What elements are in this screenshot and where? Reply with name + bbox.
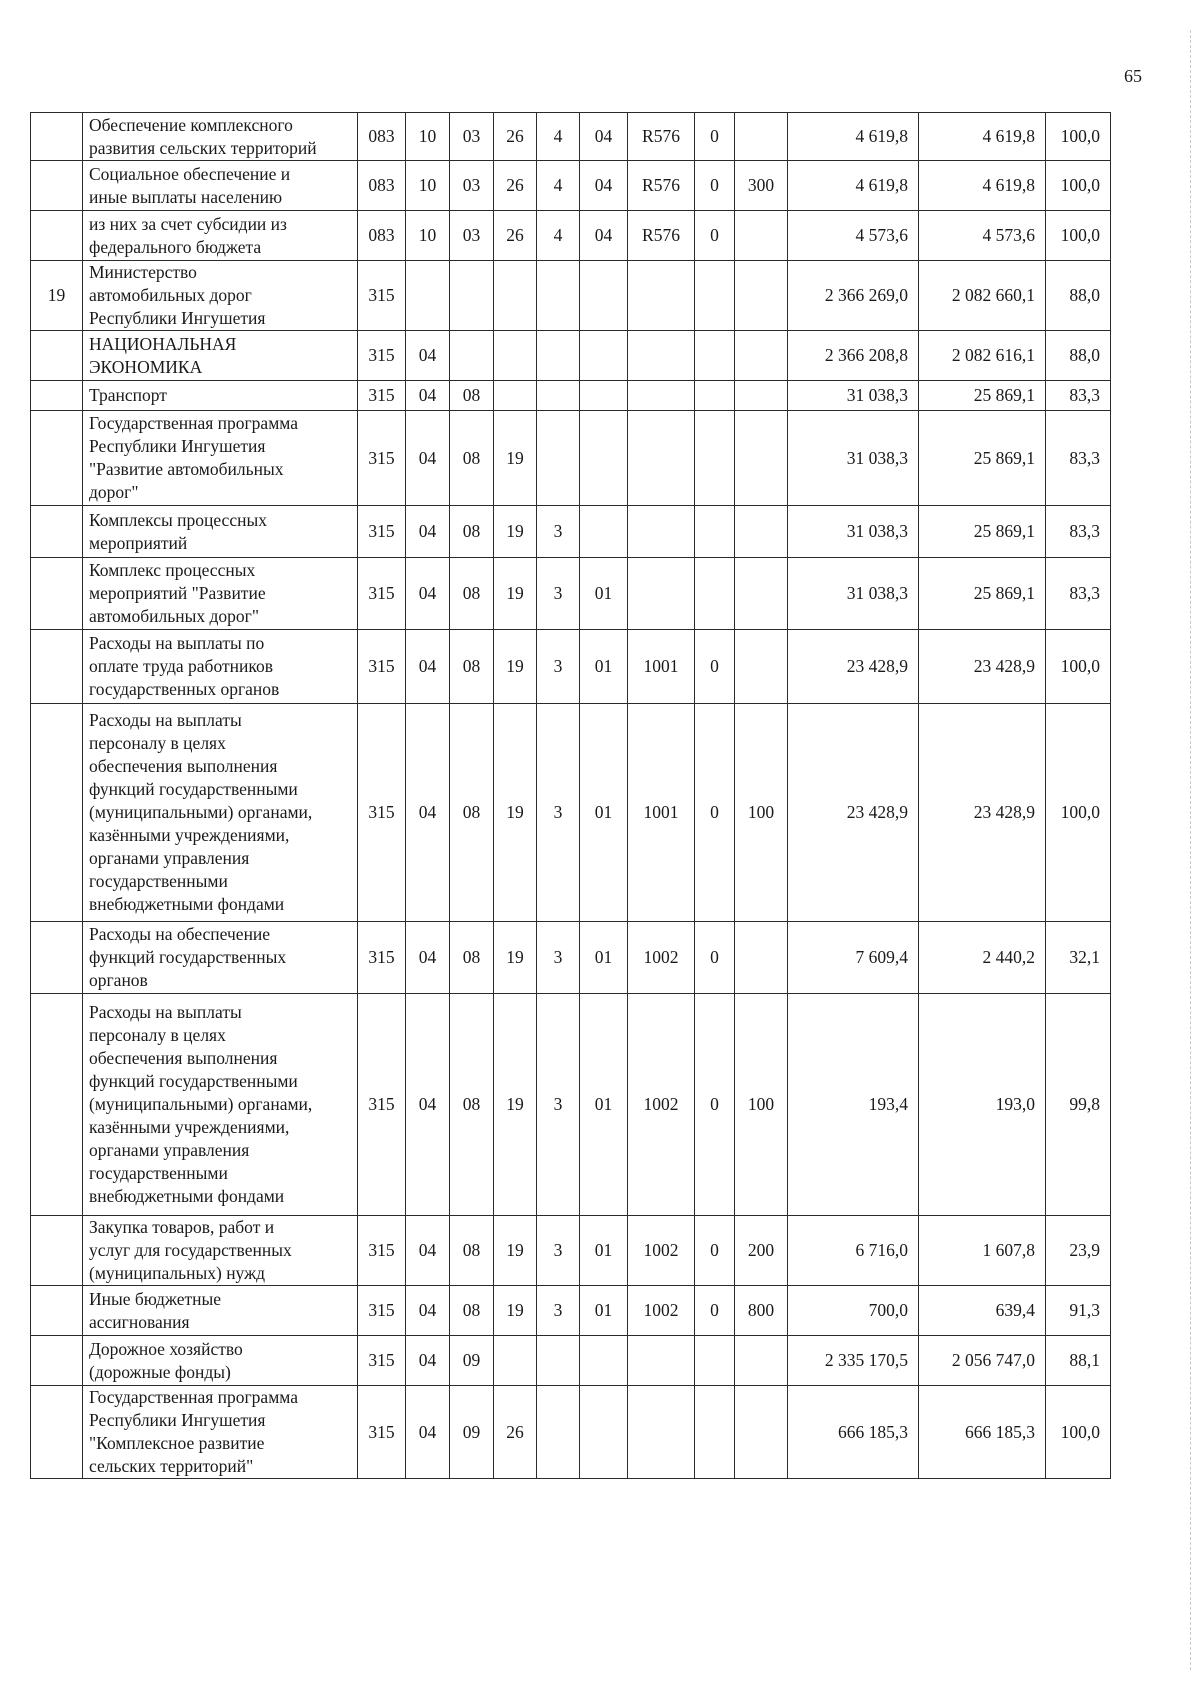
program-code: 19 [494,1216,537,1286]
program-code: 19 [494,506,537,558]
executed-amount: 2 082 660,1 [919,261,1046,331]
expense-type-code [735,558,788,630]
direction-code: R576 [628,211,695,261]
planned-amount: 193,4 [788,994,919,1216]
row-name: Государственная программа Республики Ингушетия "Комплексное развитие сельских территорий" [83,1386,358,1479]
expense-type-code [735,331,788,381]
row-name: Обеспечение комплексного развития сельских территорий [83,113,358,161]
execution-percent: 100,0 [1046,630,1111,704]
direction-subcode: 0 [695,704,735,922]
subprogram-code [537,1386,580,1479]
row-name: Государственная программа Республики Ингушетия "Развитие автомобильных дорог" [83,411,358,506]
event-code [580,331,628,381]
executed-amount: 23 428,9 [919,630,1046,704]
direction-subcode: 0 [695,113,735,161]
row-number [31,1286,83,1336]
table-row [31,922,1111,994]
row-name: Дорожное хозяйство (дорожные фонды) [83,1336,358,1386]
section-code: 04 [406,331,450,381]
section-code: 04 [406,506,450,558]
table-row [31,261,1111,331]
table-row [31,411,1111,506]
expense-type-code [735,411,788,506]
planned-amount: 23 428,9 [788,630,919,704]
planned-amount: 31 038,3 [788,381,919,411]
direction-code [628,381,695,411]
program-code: 19 [494,558,537,630]
row-number [31,211,83,261]
event-code: 01 [580,994,628,1216]
program-code: 19 [494,922,537,994]
event-code: 01 [580,922,628,994]
expense-type-code [735,1386,788,1479]
execution-percent: 100,0 [1046,1386,1111,1479]
subsection-code: 03 [450,211,494,261]
event-code [580,506,628,558]
section-code: 04 [406,1386,450,1479]
subprogram-code: 4 [537,161,580,211]
executed-amount: 193,0 [919,994,1046,1216]
subprogram-code [537,411,580,506]
table-row [31,381,1111,411]
subsection-code: 09 [450,1336,494,1386]
grbs-code: 315 [358,1216,406,1286]
subprogram-code: 3 [537,558,580,630]
planned-amount: 700,0 [788,1286,919,1336]
row-number [31,994,83,1216]
execution-percent: 83,3 [1046,411,1111,506]
subsection-code [450,331,494,381]
program-code: 19 [494,411,537,506]
row-number [31,922,83,994]
expense-type-code: 800 [735,1286,788,1336]
expense-type-code [735,261,788,331]
expense-type-code [735,211,788,261]
direction-code [628,506,695,558]
direction-subcode: 0 [695,630,735,704]
direction-subcode [695,1336,735,1386]
direction-subcode: 0 [695,1216,735,1286]
planned-amount: 4 573,6 [788,211,919,261]
subprogram-code: 3 [537,994,580,1216]
row-number [31,1216,83,1286]
scan-edge-line [1190,30,1191,1670]
direction-code: 1002 [628,1286,695,1336]
program-code: 19 [494,1286,537,1336]
expense-type-code [735,1336,788,1386]
program-code: 26 [494,1386,537,1479]
direction-subcode: 0 [695,994,735,1216]
execution-percent: 100,0 [1046,113,1111,161]
expense-type-code [735,381,788,411]
row-name: Расходы на выплаты персоналу в целях обеспечения выполнения функций государственными (муниципальными) органами, казёнными учреждениями, органами управления государственными внебюджетными фондами [83,994,358,1216]
grbs-code: 083 [358,211,406,261]
row-number [31,161,83,211]
table-row [31,630,1111,704]
row-name: Иные бюджетные ассигнования [83,1286,358,1336]
planned-amount: 666 185,3 [788,1386,919,1479]
direction-code [628,411,695,506]
direction-code: 1001 [628,630,695,704]
planned-amount: 4 619,8 [788,161,919,211]
direction-code: R576 [628,113,695,161]
grbs-code: 315 [358,1336,406,1386]
expense-type-code [735,113,788,161]
expense-type-code: 100 [735,994,788,1216]
grbs-code: 315 [358,261,406,331]
subprogram-code: 3 [537,1216,580,1286]
row-number [31,411,83,506]
program-code [494,381,537,411]
subsection-code: 08 [450,1216,494,1286]
event-code: 01 [580,1286,628,1336]
direction-subcode: 0 [695,161,735,211]
program-code: 26 [494,211,537,261]
planned-amount: 4 619,8 [788,113,919,161]
row-number [31,630,83,704]
execution-percent: 100,0 [1046,211,1111,261]
event-code [580,381,628,411]
direction-subcode [695,381,735,411]
event-code: 04 [580,113,628,161]
grbs-code: 315 [358,630,406,704]
subprogram-code [537,261,580,331]
row-name: Комплексы процессных мероприятий [83,506,358,558]
row-name: Министерство автомобильных дорог Республики Ингушетия [83,261,358,331]
direction-code: 1002 [628,922,695,994]
direction-code [628,1336,695,1386]
subsection-code: 03 [450,113,494,161]
event-code: 01 [580,630,628,704]
subsection-code: 08 [450,381,494,411]
section-code: 04 [406,558,450,630]
subsection-code [450,261,494,331]
row-number [31,331,83,381]
direction-code: R576 [628,161,695,211]
event-code: 01 [580,558,628,630]
subsection-code: 08 [450,994,494,1216]
planned-amount: 23 428,9 [788,704,919,922]
execution-percent: 32,1 [1046,922,1111,994]
execution-percent: 83,3 [1046,506,1111,558]
direction-code [628,331,695,381]
expense-type-code [735,506,788,558]
budget-execution-table [30,112,1111,1479]
subsection-code: 08 [450,922,494,994]
table-row [31,1386,1111,1479]
direction-code [628,1386,695,1479]
planned-amount: 7 609,4 [788,922,919,994]
executed-amount: 4 619,8 [919,161,1046,211]
section-code: 10 [406,211,450,261]
executed-amount: 25 869,1 [919,411,1046,506]
grbs-code: 315 [358,1286,406,1336]
event-code [580,411,628,506]
direction-code [628,261,695,331]
program-code: 26 [494,113,537,161]
executed-amount: 23 428,9 [919,704,1046,922]
event-code [580,1386,628,1479]
expense-type-code [735,630,788,704]
execution-percent: 100,0 [1046,704,1111,922]
table-row [31,211,1111,261]
section-code: 04 [406,1336,450,1386]
subprogram-code: 3 [537,630,580,704]
subsection-code: 09 [450,1386,494,1479]
row-number [31,113,83,161]
executed-amount: 639,4 [919,1286,1046,1336]
grbs-code: 315 [358,922,406,994]
execution-percent: 91,3 [1046,1286,1111,1336]
executed-amount: 25 869,1 [919,381,1046,411]
row-name: из них за счет субсидии из федерального бюджета [83,211,358,261]
program-code: 26 [494,161,537,211]
section-code: 04 [406,381,450,411]
executed-amount: 1 607,8 [919,1216,1046,1286]
grbs-code: 315 [358,994,406,1216]
event-code: 04 [580,161,628,211]
grbs-code: 315 [358,331,406,381]
planned-amount: 2 366 269,0 [788,261,919,331]
row-number: 19 [31,261,83,331]
planned-amount: 2 335 170,5 [788,1336,919,1386]
grbs-code: 315 [358,411,406,506]
table-row [31,1336,1111,1386]
subsection-code: 08 [450,558,494,630]
subprogram-code [537,381,580,411]
executed-amount: 4 619,8 [919,113,1046,161]
row-name: Расходы на выплаты персоналу в целях обеспечения выполнения функций государственными (муниципальными) органами, казёнными учреждениями, органами управления государственными внебюджетными фондами [83,704,358,922]
grbs-code: 315 [358,381,406,411]
event-code: 01 [580,1216,628,1286]
section-code: 04 [406,994,450,1216]
subsection-code: 03 [450,161,494,211]
row-name: Социальное обеспечение и иные выплаты населению [83,161,358,211]
row-number [31,381,83,411]
direction-subcode: 0 [695,211,735,261]
section-code [406,261,450,331]
subprogram-code: 3 [537,922,580,994]
executed-amount: 666 185,3 [919,1386,1046,1479]
table-row [31,704,1111,922]
row-number [31,704,83,922]
row-name: НАЦИОНАЛЬНАЯ ЭКОНОМИКА [83,331,358,381]
event-code: 01 [580,704,628,922]
program-code: 19 [494,630,537,704]
subprogram-code: 3 [537,1286,580,1336]
grbs-code: 083 [358,161,406,211]
expense-type-code [735,922,788,994]
subsection-code: 08 [450,506,494,558]
direction-code: 1001 [628,704,695,922]
row-name: Расходы на обеспечение функций государственных органов [83,922,358,994]
subprogram-code: 4 [537,211,580,261]
program-code [494,261,537,331]
row-name: Комплекс процессных мероприятий "Развитие автомобильных дорог" [83,558,358,630]
executed-amount: 2 440,2 [919,922,1046,994]
direction-subcode [695,261,735,331]
expense-type-code: 200 [735,1216,788,1286]
table-row [31,161,1111,211]
execution-percent: 83,3 [1046,381,1111,411]
subprogram-code: 3 [537,506,580,558]
subprogram-code: 4 [537,113,580,161]
program-code: 19 [494,704,537,922]
execution-percent: 88,1 [1046,1336,1111,1386]
planned-amount: 6 716,0 [788,1216,919,1286]
direction-subcode [695,558,735,630]
execution-percent: 83,3 [1046,558,1111,630]
direction-subcode [695,506,735,558]
executed-amount: 25 869,1 [919,506,1046,558]
execution-percent: 88,0 [1046,331,1111,381]
section-code: 04 [406,922,450,994]
subsection-code: 08 [450,1286,494,1336]
grbs-code: 315 [358,1386,406,1479]
event-code [580,261,628,331]
execution-percent: 100,0 [1046,161,1111,211]
subprogram-code: 3 [537,704,580,922]
section-code: 04 [406,1286,450,1336]
executed-amount: 4 573,6 [919,211,1046,261]
execution-percent: 23,9 [1046,1216,1111,1286]
planned-amount: 31 038,3 [788,506,919,558]
execution-percent: 99,8 [1046,994,1111,1216]
planned-amount: 2 366 208,8 [788,331,919,381]
execution-percent: 88,0 [1046,261,1111,331]
direction-subcode [695,1386,735,1479]
row-number [31,506,83,558]
expense-type-code: 100 [735,704,788,922]
direction-code: 1002 [628,994,695,1216]
page-number: 65 [1124,66,1142,86]
table-row [31,994,1111,1216]
table-row [31,1216,1111,1286]
section-code: 04 [406,704,450,922]
table-row [31,113,1111,161]
subsection-code: 08 [450,411,494,506]
section-code: 04 [406,630,450,704]
section-code: 04 [406,411,450,506]
section-code: 04 [406,1216,450,1286]
program-code [494,1336,537,1386]
row-number [31,1336,83,1386]
executed-amount: 25 869,1 [919,558,1046,630]
direction-subcode: 0 [695,922,735,994]
row-name: Закупка товаров, работ и услуг для государственных (муниципальных) нужд [83,1216,358,1286]
executed-amount: 2 056 747,0 [919,1336,1046,1386]
grbs-code: 083 [358,113,406,161]
planned-amount: 31 038,3 [788,558,919,630]
direction-code [628,558,695,630]
program-code [494,331,537,381]
subprogram-code [537,1336,580,1386]
direction-code: 1002 [628,1216,695,1286]
table-row [31,1286,1111,1336]
grbs-code: 315 [358,704,406,922]
grbs-code: 315 [358,558,406,630]
expense-type-code: 300 [735,161,788,211]
subprogram-code [537,331,580,381]
grbs-code: 315 [358,506,406,558]
executed-amount: 2 082 616,1 [919,331,1046,381]
section-code: 10 [406,113,450,161]
table-body [31,113,1111,1479]
direction-subcode [695,331,735,381]
planned-amount: 31 038,3 [788,411,919,506]
table-row [31,331,1111,381]
table-row [31,558,1111,630]
table-row [31,506,1111,558]
subsection-code: 08 [450,704,494,922]
row-name: Транспорт [83,381,358,411]
event-code: 04 [580,211,628,261]
direction-subcode [695,411,735,506]
row-number [31,558,83,630]
direction-subcode: 0 [695,1286,735,1336]
program-code: 19 [494,994,537,1216]
subsection-code: 08 [450,630,494,704]
row-name: Расходы на выплаты по оплате труда работников государственных органов [83,630,358,704]
event-code [580,1336,628,1386]
section-code: 10 [406,161,450,211]
row-number [31,1386,83,1479]
